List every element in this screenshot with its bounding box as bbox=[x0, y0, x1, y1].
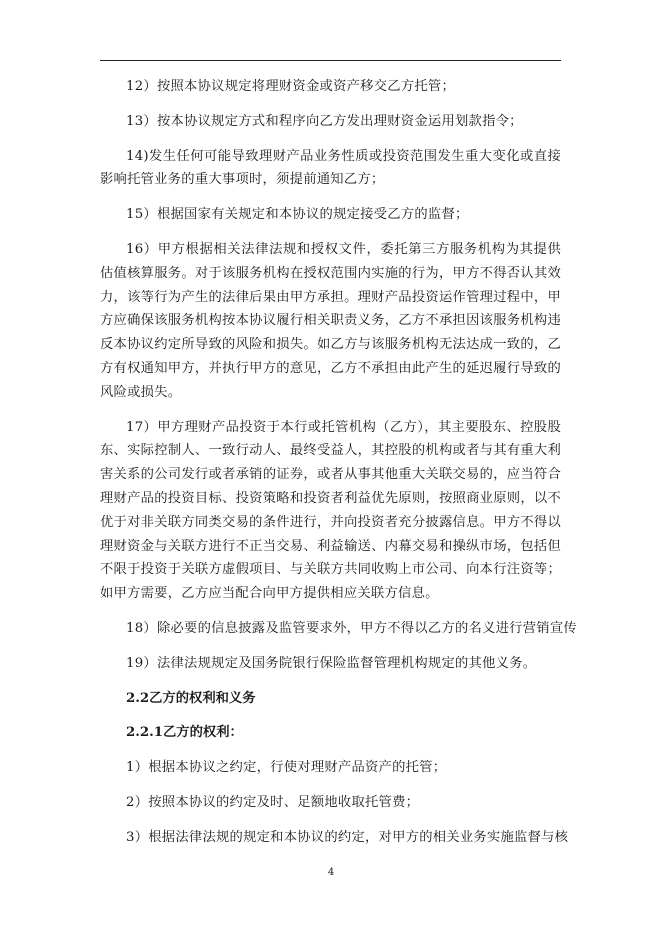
clause-12: 12）按照本协议规定将理财资金或资产移交乙方托管； bbox=[126, 79, 455, 94]
clause-19: 19）法律法规规定及国务院银行保险监督管理机构规定的其他义务。 bbox=[126, 655, 537, 671]
right-1: 1）根据本协议之约定，行使对理财产品资产的托管； bbox=[126, 760, 447, 776]
section-heading-2-2: 2.2乙方的权利和义务 bbox=[126, 690, 256, 706]
page-number: 4 bbox=[327, 867, 335, 878]
document-body bbox=[100, 75, 577, 861]
clause-15: 15）根据国家有关规定和本协议的规定接受乙方的监督； bbox=[126, 207, 469, 223]
clause-16: 16）甲方根据相关法律法规和授权文件，委托第三方服务机构为其提供估值核算服务。对于该服务机构在授权范围内实施的行为，甲方不得否认其效力，该等行为产生的法律后果由甲方承担。理财产品投资运作管理过程中，甲方应确保该服务机构按本协议履行相关职责义务，乙方不承担因该服务机构违反本协议约定所导致的风险和损失。如乙方与该服务机构无法达成一致的，乙方有权通知甲方，并执行甲方的意见，乙方不承担由此产生的延迟履行导致的风险或损失。 bbox=[100, 241, 561, 400]
clause-17: 17）甲方理财产品投资于本行或托管机构（乙方），其主要股东、控股股东、实际控制人、一致行动人、最终受益人，其控股的机构或者与其有重大利害关系的公司发行或者承销的证券，或者从事其他重大关联交易的，应当符合理财产品的投资目标、投资策略和投资者利益优先原则，按照商业原则，以不优于对非关联方同类交易的条件进行，并向投资者充分披露信息。甲方不得以理财资金与关联方进行不正当交易、利益输送、内幕交易和操纵市场，包括但不限于投资于关联方虚假项目、与关联方共同收购上市公司、向本行注资等；如甲方需要，乙方应当配合向甲方提供相应关联方信息。 bbox=[100, 419, 561, 602]
right-3: 3）根据法律法规的规定和本协议的约定，对甲方的相关业务实施监督与核 bbox=[126, 829, 569, 845]
clause-14: 14)发生任何可能导致理财产品业务性质或投资范围发生重大变化或直接影响托管业务的重大事项时，须提前通知乙方； bbox=[100, 148, 561, 188]
clause-18: 18）除必要的信息披露及监管要求外，甲方不得以乙方的名义进行营销宣传 bbox=[126, 620, 577, 636]
right-2: 2）按照本协议的约定及时、足额地收取托管费； bbox=[126, 794, 420, 810]
header-rule bbox=[100, 60, 561, 61]
section-heading-2-2-1: 2.2.1乙方的权利： bbox=[126, 725, 243, 741]
clause-13: 13）按本协议规定方式和程序向乙方发出理财资金运用划款指令； bbox=[126, 113, 523, 129]
